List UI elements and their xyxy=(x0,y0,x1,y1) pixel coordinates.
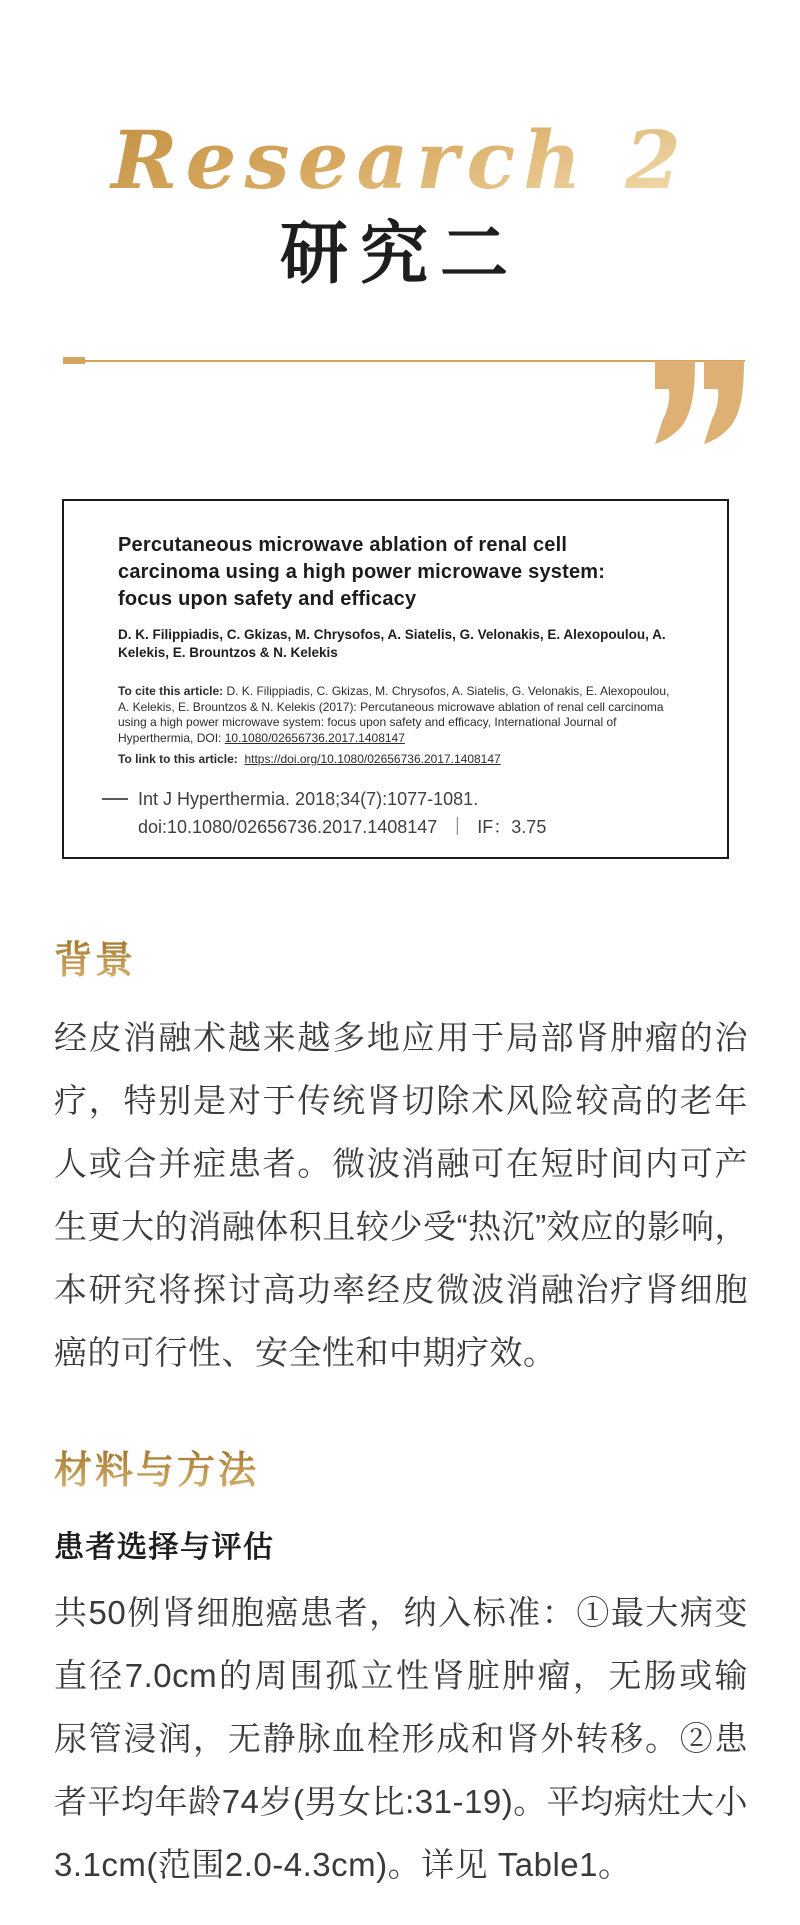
section-heading-methods: 材料与方法 xyxy=(54,1450,260,1492)
impact-factor: IF：3.75 xyxy=(477,817,547,837)
background-paragraph: 经皮消融术越来越多地应用于局部肾肿瘤的治疗，特别是对于传统肾切除术风险较高的老年人或合并症患者。微波消融可在短时间内可产生更大的消融体积且较少受“热沉”效应的影响，本研究将探讨高功率经皮微波消融治疗肾细胞癌的可行性、安全性和中期疗效。 xyxy=(54,1019,748,1371)
doi-impact-row xyxy=(138,813,546,841)
quote-icon xyxy=(655,361,745,445)
journal-reference-row xyxy=(102,785,478,813)
cite-doi-link[interactable]: 10.1080/02656736.2017.1408147 xyxy=(224,730,405,745)
cite-label: To cite this article: xyxy=(118,684,224,698)
doi-text: doi:10.1080/02656736.2017.1408147 xyxy=(138,817,438,837)
divider-line xyxy=(63,360,745,362)
subsection-heading-patient-selection: 患者选择与评估 xyxy=(54,1531,275,1564)
methods-paragraph: 共50例肾细胞癌患者，纳入标准：①最大病变直径7.0cm的周围孤立性肾脏肿瘤，无肠或输尿管浸润，无静脉血栓形成和肾外转移。②患者平均年龄74岁(男女比:31-19)。平均病灶大小3.1cm(范围2.0-4.3cm)。详见 Table1。 xyxy=(54,1594,748,1883)
paper-citation-card xyxy=(62,499,729,859)
page-title: 研究二 xyxy=(279,216,520,292)
dash-icon xyxy=(102,798,128,800)
article-url-link[interactable]: https://doi.org/10.1080/02656736.2017.1408147 xyxy=(244,752,501,766)
cite-text: D. K. Filippiadis, C. Gkizas, M. Chrysofos, A. Siatelis, G. Velonakis, E. Alexopoulou, A. Kelekis, E. Brountzos & N. Kelekis (2017): Percutaneous microwave ablation of renal cell carcinoma using a high power microwave system: focus upon safety and efficacy, International Journal of Hyperthermia, DOI: xyxy=(118,684,670,745)
paper-title: Percutaneous microwave ablation of renal cell carcinoma using a high power microwave system: focus upon safety and efficacy xyxy=(118,534,606,610)
research-number-label: Research 2 xyxy=(0,112,800,208)
paper-authors: D. K. Filippiadis, C. Gkizas, M. Chrysofos, A. Siatelis, G. Velonakis, E. Alexopoulou, A. Kelekis, E. Brountzos & N. Kelekis xyxy=(118,627,666,660)
cite-block xyxy=(118,684,670,746)
section-heading-background: 背景 xyxy=(54,940,137,982)
link-block xyxy=(118,752,670,768)
link-label: To link to this article: xyxy=(118,752,238,766)
journal-reference-text: Int J Hyperthermia. 2018;34(7):1077-1081. xyxy=(138,789,479,809)
separator-bar: ｜ xyxy=(448,817,467,837)
